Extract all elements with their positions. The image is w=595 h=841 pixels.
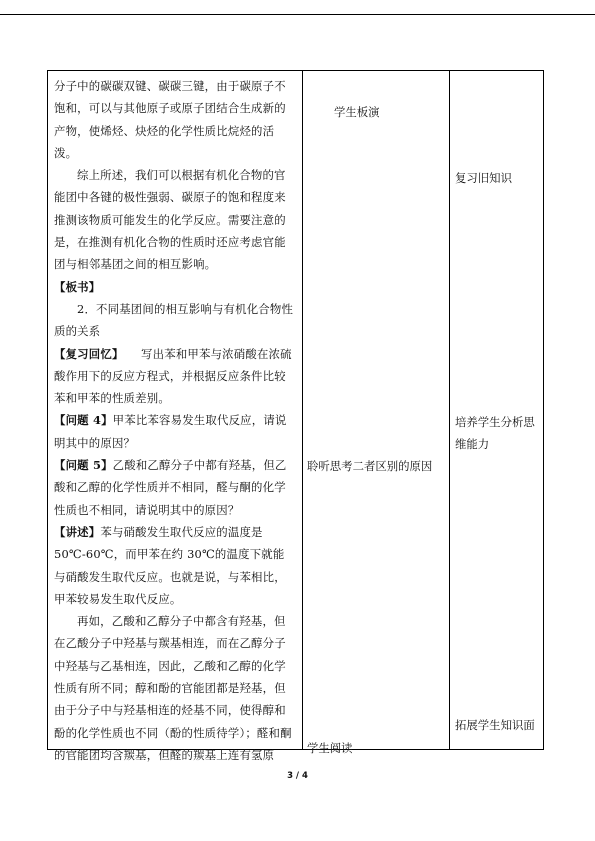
design-intent-note: 拓展学生知识面 (455, 718, 535, 732)
section-tag: 【复习回忆】 (54, 346, 118, 361)
content-paragraph (54, 298, 296, 343)
content-paragraph (54, 454, 296, 521)
content-paragraph (54, 164, 296, 275)
content-paragraph (54, 75, 296, 164)
design-intent-note: 培养学生分析思维能力 (455, 415, 535, 452)
paragraph-text: 综上所述，我们可以根据有机化合物的官能团中各键的极性强弱、碳原子的饱和程度来推测该物质可能发生的化学反应。需要注意的是，在推测有机化合物的性质时还应考虑官能团与相邻基团之间的相互影响。 (54, 168, 286, 272)
section-tag: 【板书】 (54, 279, 101, 294)
content-paragraph (54, 343, 296, 410)
section-tag: 【问题 5】 (54, 458, 113, 473)
column-divider (449, 71, 450, 749)
page-number: 3 / 4 (287, 771, 308, 781)
header-rule (0, 14, 595, 15)
student-activity-note: 聆听思考二者区别的原因 (307, 459, 433, 473)
paragraph-text: 再如，乙酸和乙醇分子中都含有羟基，但在乙酸分子中羟基与羰基相连，而在乙醇分子中羟基与乙基相连，因此，乙酸和乙醇的化学性质有所不同；醇和酚的官能团都是羟基，但由于分子中与羟基相连的烃基不同，使得醇和酚的化学性质也不同（酚的性质待学）；醛和酮的官能团均含羰基，但醛的羰基上连有氢原 (54, 614, 292, 762)
student-activity-note: 学生阅读 (307, 741, 353, 755)
content-paragraph (54, 409, 296, 454)
paragraph-text: 分子中的碳碳双键、碳碳三键，由于碳原子不饱和，可以与其他原子或原子团结合生成新的产物，使烯烃、炔烃的化学性质比烷烃的活泼。 (54, 79, 286, 160)
lesson-plan-table (47, 70, 544, 762)
paragraph-text: 苯与硝酸发生取代反应的温度是 50℃-60℃，而甲苯在约 30℃的温度下就能与硝酸发生取代反应。也就是说，与苯相比，甲苯较易发生取代反应。 (54, 524, 286, 606)
section-tag: 【讲述】 (54, 524, 101, 539)
section-tag: 【问题 4】 (54, 413, 113, 428)
paragraph-text: 乙酸和乙醇分子中都有羟基，但乙酸和乙醇的化学性质并不相同，醛与酮的化学性质也不相同，请说明其中的原因？ (54, 458, 287, 517)
paragraph-text: 甲苯比苯容易发生取代反应，请说明其中的原因？ (54, 413, 287, 450)
content-paragraph (54, 276, 296, 298)
student-activity-note: 学生板演 (334, 105, 380, 119)
paragraph-text: 2．不同基团间的相互影响与有机化合物性质的关系 (54, 301, 294, 339)
design-intent-note: 复习旧知识 (455, 171, 512, 185)
content-paragraph (54, 610, 296, 766)
paragraph-text: 写出苯和甲苯与浓硝酸在浓硫酸作用下的反应方程式，并根据反应条件比较苯和甲苯的性质差别。 (54, 346, 292, 406)
content-paragraph (54, 521, 296, 610)
teaching-content-column (54, 75, 296, 766)
column-divider (302, 71, 303, 749)
